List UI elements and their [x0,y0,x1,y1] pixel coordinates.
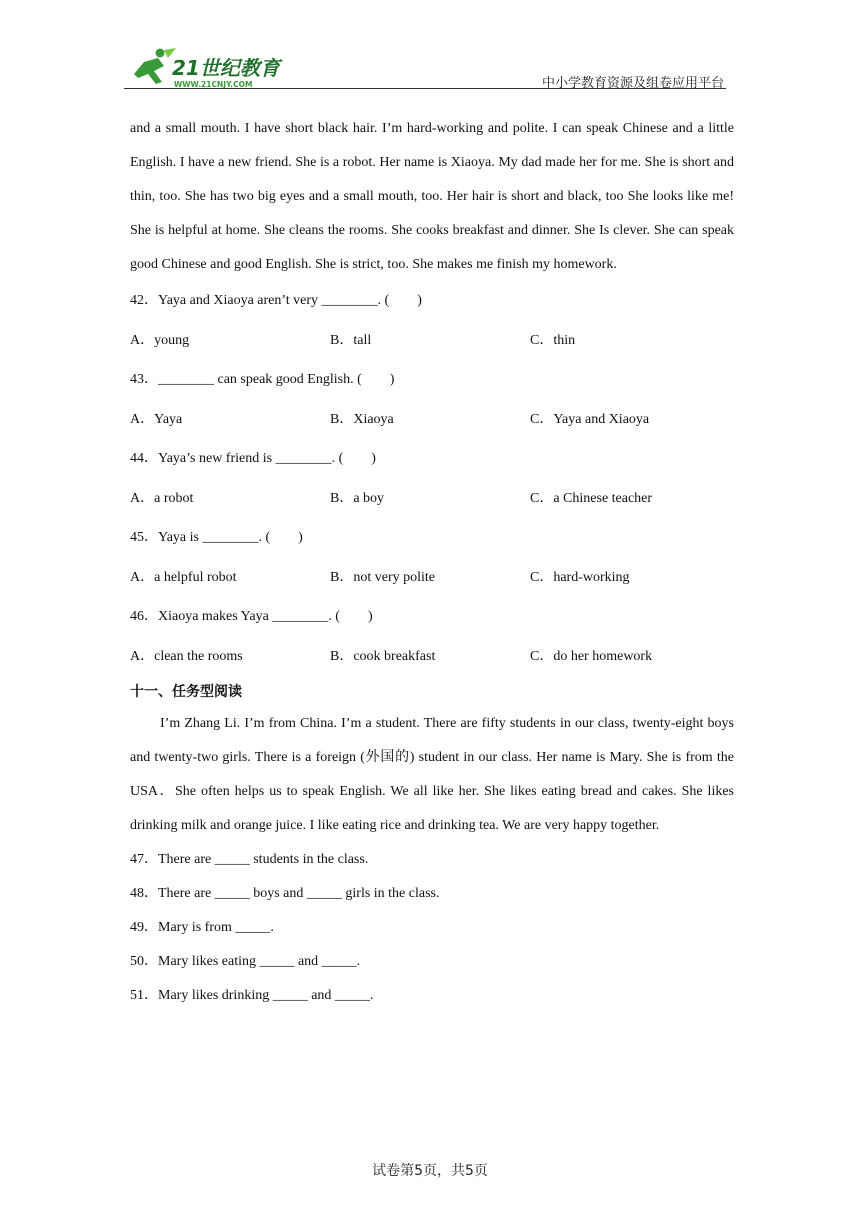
fill-question-50: 50．Mary likes eating _____ and _____. [130,954,361,969]
page-content [130,112,734,1013]
question-46 [130,598,734,677]
logo-url: WWW.21CNJY.COM [174,80,253,89]
question-stem: 43．________ can speak good English. ( ) [130,372,395,387]
fill-question-47: 47．There are _____ students in the class. [130,852,369,867]
page-footer: 试卷第5页，共5页 [372,1163,488,1179]
option-a[interactable]: A．a helpful robot [130,569,237,585]
option-a[interactable]: A．a robot [130,490,194,506]
runner-icon [134,48,176,84]
question-43 [130,361,734,440]
option-a[interactable]: A．young [130,332,190,348]
option-c[interactable]: C．do her homework [530,648,653,664]
passage-1: and a small mouth. I have short black hair. I’m hard-working and polite. I can speak Chinese and a little English. I have a new friend. She is a robot. Her name is Xiaoya. My dad made her for me. She is short and thin, too. She has two big eyes and a small mouth, too. Her hair is short and black, too She looks like me! She is helpful at home. She cleans the rooms. She cooks breakfast and dinner. She Is clever. She can speak good Chinese and good English. She is strict, too. She makes me finish my homework. [130,121,734,272]
question-stem: 42．Yaya and Xiaoya aren’t very ________. ( ) [130,293,422,308]
option-c[interactable]: C．hard-working [530,569,630,585]
fill-question-49: 49．Mary is from _____. [130,920,274,935]
fill-question-48: 48．There are _____ boys and _____ girls in the class. [130,886,440,901]
question-stem: 46．Xiaoya makes Yaya ________. ( ) [130,609,373,624]
option-b[interactable]: B．tall [330,332,372,348]
option-c[interactable]: C．thin [530,332,576,348]
option-a[interactable]: A．Yaya [130,411,183,427]
logo-text: 21世纪教育 [172,56,280,80]
options-row [130,322,734,362]
options-row [130,559,734,599]
section-heading: 十一、任务型阅读 [130,684,242,700]
option-c[interactable]: C．a Chinese teacher [530,490,653,506]
platform-name: 中小学教育资源及组卷应用平台 [541,76,724,91]
logo [124,44,294,90]
question-44 [130,440,734,519]
option-b[interactable]: B．a boy [330,490,385,506]
options-row [130,480,734,520]
option-a[interactable]: A．clean the rooms [130,648,243,664]
question-42 [130,282,734,361]
option-b[interactable]: B．Xiaoya [330,411,394,427]
passage-2: I’m Zhang Li. I’m from China. I’m a student. There are fifty students in our class, twenty-eight boys and twenty-two girls. There is a foreign (外国的) student in our class. Her name is Mary. She is from the USA．She often helps us to speak English. We all like her. She likes eating bread and cakes. She likes drinking milk and orange juice. I like eating rice and drinking tea. We are very happy together. [130,716,734,833]
option-c[interactable]: C．Yaya and Xiaoya [530,411,650,427]
options-row [130,401,734,441]
options-row [130,638,734,678]
option-b[interactable]: B．cook breakfast [330,648,436,664]
question-stem: 45．Yaya is ________. ( ) [130,530,303,545]
page-header [124,44,726,90]
question-45 [130,519,734,598]
header-divider [124,88,726,89]
fill-question-51: 51．Mary likes drinking _____ and _____. [130,988,374,1003]
question-stem: 44．Yaya’s new friend is ________. ( ) [130,451,376,466]
option-b[interactable]: B．not very polite [330,569,435,585]
